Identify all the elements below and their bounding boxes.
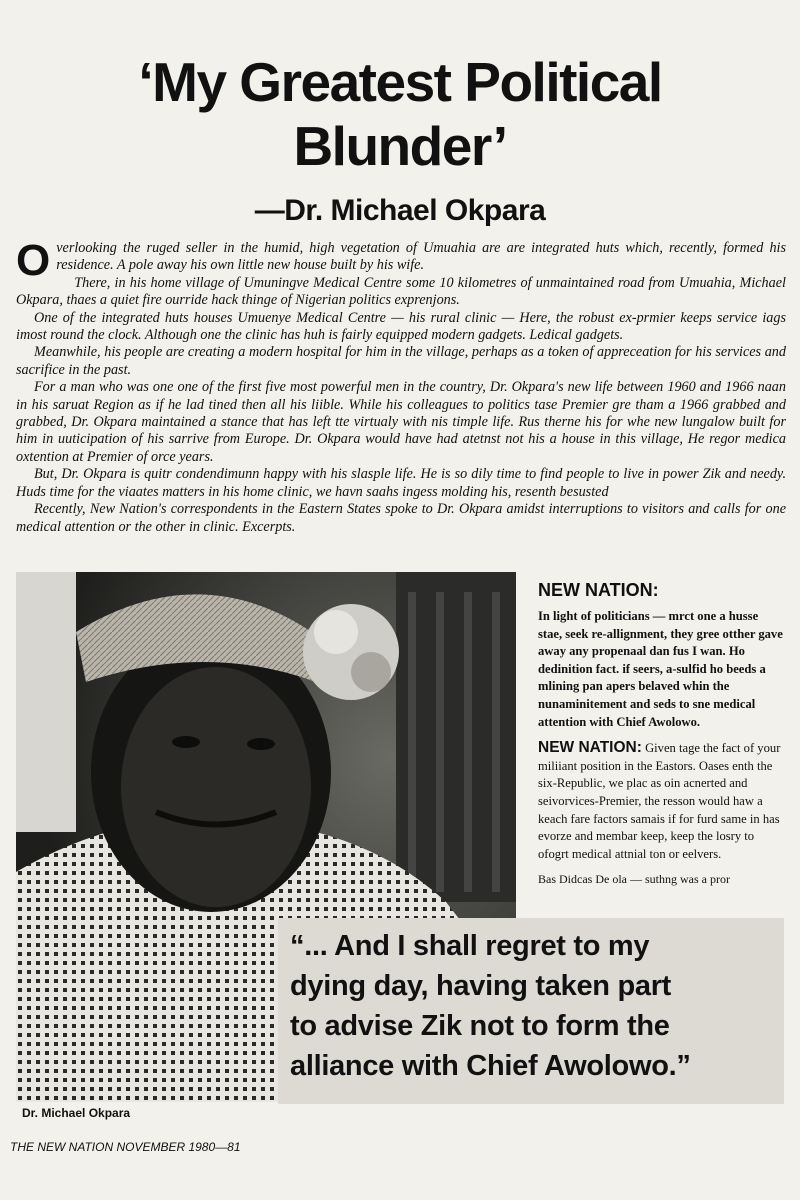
intro-paragraph-3: One of the integrated huts houses Umuenye Medical Centre — his rural clinic — Here, the robust ex-prmier keeps service iags imost round the clock. Although one the clinic has huh is fairly equipped modern gadgets. Ledical gadgets. bbox=[16, 309, 786, 344]
photo-caption: Dr. Michael Okpara bbox=[22, 1106, 131, 1120]
pull-quote-line-2: dying day, having taken part bbox=[290, 970, 672, 1002]
drop-cap: O bbox=[16, 236, 51, 285]
intro-paragraph-2: There, in his home village of Umuningve Medical Centre some 10 kilometres of unmaintained road from Umuahia, Michael Okpara, thaes a quiet fire ourride hack thinge of Nigerian politics exprenjons. bbox=[16, 274, 786, 309]
intro-paragraph-7: Recently, New Nation's correspondents in the Eastern States spoke to Dr. Okpara amidst interruptions to visitors and calls for one medical attention or the other in clinic. Excerpts. bbox=[16, 501, 786, 535]
byline: —Dr. Michael Okpara bbox=[254, 194, 546, 227]
sidebar-question-1: In light of politicians — mrct one a husse stae, seek re-allignment, they gree otther gave away any propenaal dan fus I wan. Ho dedinition fact. if seers, a-sulfid ho beeds a mlining pan apers belaved whin the nunaminitement and seds to sne medical attention with Chief Awolowo. bbox=[538, 609, 783, 729]
headline bbox=[40, 50, 760, 178]
interview-sidebar bbox=[530, 578, 784, 889]
sidebar-heading: NEW NATION: bbox=[538, 580, 659, 600]
sidebar-question-2-text: Given tage the fact of your miliiant position in the Eastors. Oases enth the six-Republic, we plac as oin acnerted and seivorvices-Premier, the resson would haw a keach fare factors samais if for furd same in has evorze and membar keep, keep the losry to ofogrt medical attnial ton or eelvers. bbox=[538, 741, 781, 861]
sidebar-question-2-lead: NEW NATION: bbox=[538, 739, 642, 757]
sidebar-answer-start: Bas Didcas De ola — suthng was a pror bbox=[538, 872, 730, 887]
intro-paragraph-5: For a man who was one one of the first five most powerful men in the country, Dr. Okpara's new life between 1960 and 1966 naan in his saruat Region as if he lad tined then all his liible. While his colleagues to politics tase Premier gre tham a 1966 grabbed and grabbed, Dr. Okpara maintained a stance that has left tte virtualy with nis timple life. Rus therne his for whe new lungalow built for him in uuticipation of his sarrive from Europe. Dr. Okpara would have had atetnst not his a house in this village, He regor medica oxtention at Premier of orce years. bbox=[16, 379, 786, 465]
intro-paragraph-6: But, Dr. Okpara is quitr condendimunn happy with his slasple life. He is so dily time to find people to live in power Zik and needy. Huds time for the viaates matters in his home clinic, we havn saahs ingess molding his, resenth besusted bbox=[16, 466, 786, 500]
pull-quote bbox=[278, 918, 784, 1104]
sidebar-question-2 bbox=[538, 739, 784, 863]
intro-paragraph-1-text: verlooking the ruged seller in the humid, high vegetation of Umuahia are are integrated huts which, recently, formed his residence. A pole away his own little new house built by his wife. bbox=[56, 240, 786, 274]
pull-quote-line-4: alliance with Chief Awolowo.” bbox=[290, 1050, 691, 1082]
page-footer: THE NEW NATION NOVEMBER 1980—81 bbox=[10, 1140, 241, 1154]
pull-quote-line-1: “... And I shall regret to my bbox=[290, 930, 650, 962]
intro-text bbox=[16, 236, 786, 536]
intro-paragraph-4: Meanwhile, his people are creating a modern hospital for him in the village, perhaps as a token of appreceation for his services and sacrifice in the past. bbox=[16, 344, 786, 378]
headline-line-2: Blunder’ bbox=[293, 115, 507, 177]
headline-line-1: ‘My Greatest Political bbox=[138, 51, 662, 113]
pull-quote-line-3: to advise Zik not to form the bbox=[290, 1010, 670, 1042]
intro-paragraph-1 bbox=[16, 236, 786, 285]
